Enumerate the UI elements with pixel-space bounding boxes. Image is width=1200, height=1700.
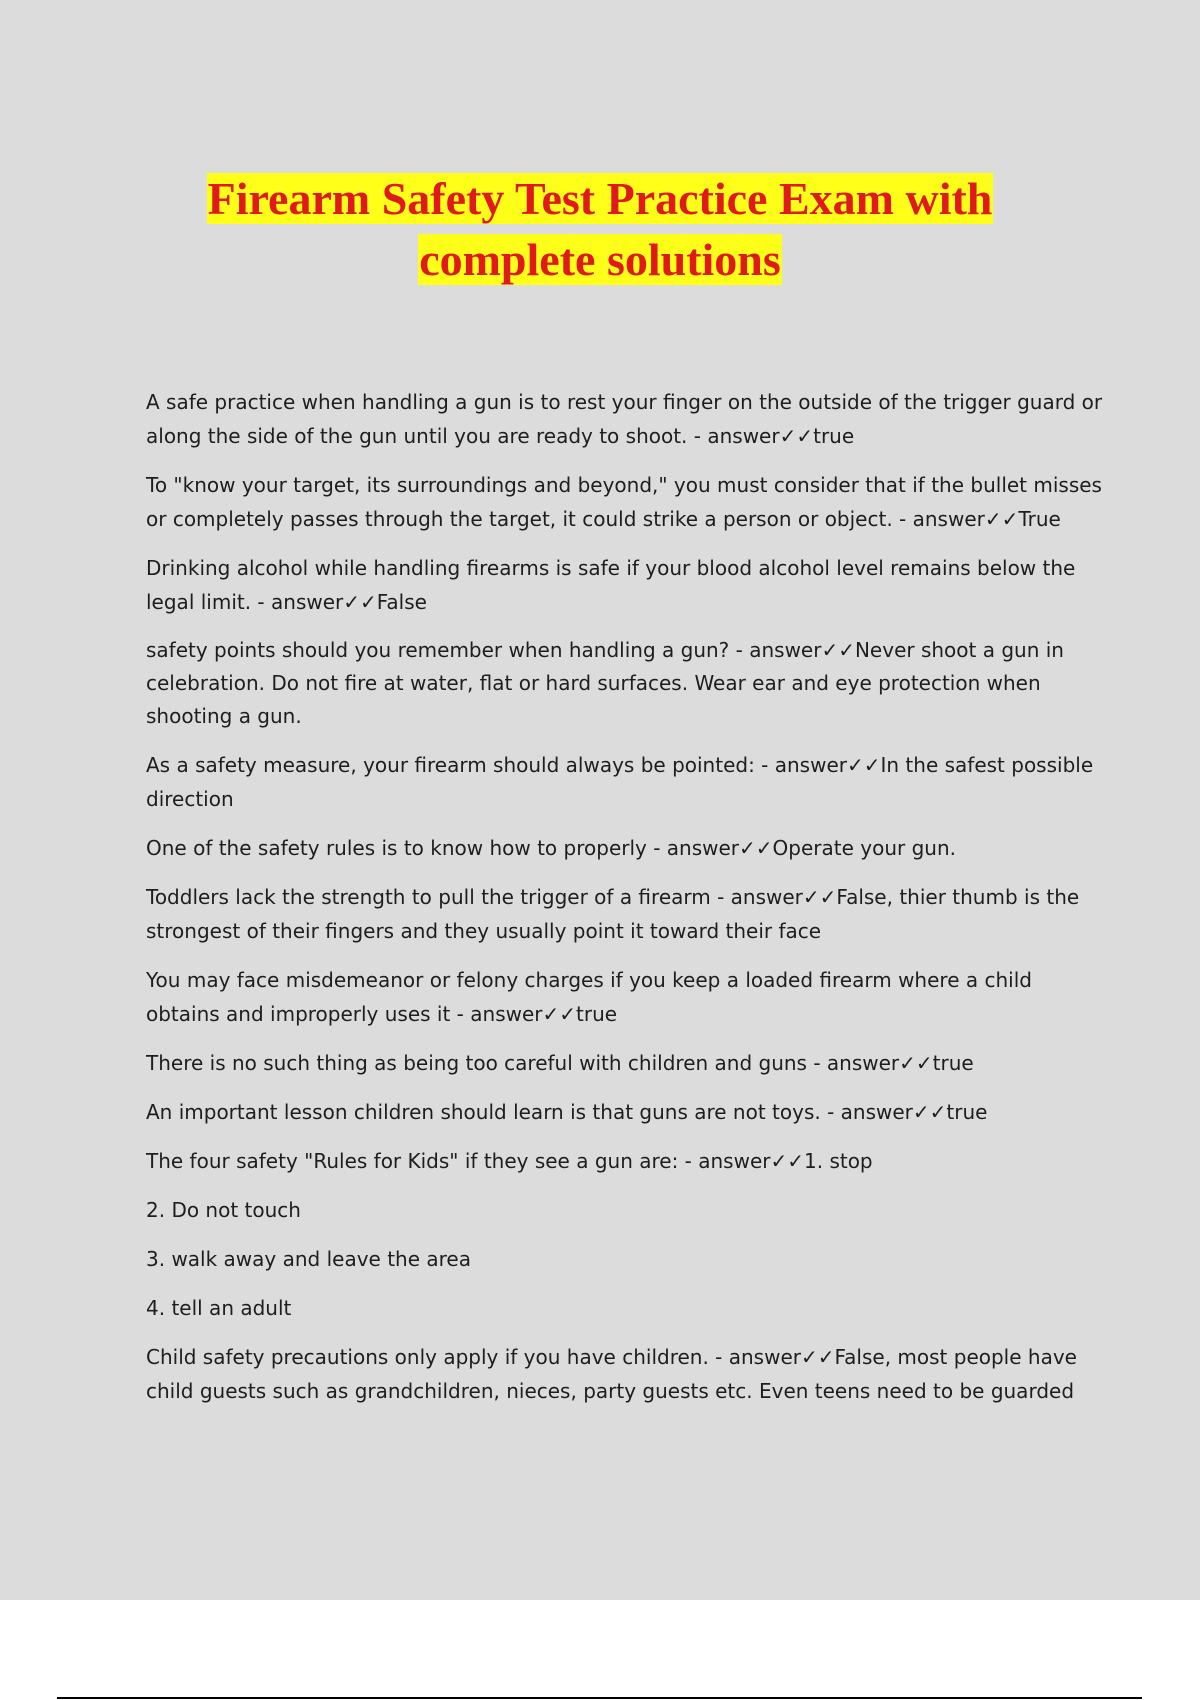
title-line-2: complete solutions xyxy=(419,234,781,285)
qa-5-line-1: As a safety measure, your firearm should always be pointed: - answer✓✓In the safest possible xyxy=(146,753,1094,777)
qa-item-11 xyxy=(146,1144,1096,1178)
qa-10-line-1: An important lesson children should learn is that guns are not toys. - answer✓✓true xyxy=(146,1100,988,1124)
title-line-1: Firearm Safety Test Practice Exam with xyxy=(207,173,993,224)
qa-14-line-1: 4. tell an adult xyxy=(146,1296,292,1320)
qa-item-3 xyxy=(146,551,1096,619)
qa-15-line-2: child guests such as grandchildren, nieces, party guests etc. Even teens need to be guarded xyxy=(146,1379,1075,1403)
qa-7-line-2: strongest of their fingers and they usually point it toward their face xyxy=(146,919,822,943)
qa-item-9 xyxy=(146,1046,1096,1080)
qa-item-12 xyxy=(146,1193,1096,1227)
qa-4-line-1: safety points should you remember when handling a gun? - answer✓✓Never shoot a gun in xyxy=(146,638,1064,662)
qa-item-4 xyxy=(146,634,1096,733)
qa-1-line-1: A safe practice when handling a gun is to rest your finger on the outside of the trigger guard or xyxy=(146,390,1103,414)
qa-8-line-1: You may face misdemeanor or felony charges if you keep a loaded firearm where a child xyxy=(146,968,1032,992)
qa-item-8 xyxy=(146,963,1096,1031)
qa-item-15 xyxy=(146,1340,1096,1408)
qa-item-7 xyxy=(146,880,1096,948)
qa-item-10 xyxy=(146,1095,1096,1129)
page-bottom-rule xyxy=(57,1697,1142,1699)
qa-5-line-2: direction xyxy=(146,787,234,811)
document-title xyxy=(0,168,1200,290)
qa-11-line-1: The four safety "Rules for Kids" if they see a gun are: - answer✓✓1. stop xyxy=(146,1149,873,1173)
qa-8-line-2: obtains and improperly uses it - answer✓✓true xyxy=(146,1002,618,1026)
qa-item-1 xyxy=(146,385,1103,453)
qa-item-13 xyxy=(146,1242,1096,1276)
qa-4-line-2: celebration. Do not fire at water, flat or hard surfaces. Wear ear and eye protection when xyxy=(146,671,1041,695)
question-answer-list xyxy=(146,385,1103,1408)
qa-2-line-1: To "know your target, its surroundings and beyond," you must consider that if the bullet misses xyxy=(146,473,1102,497)
qa-3-line-2: legal limit. - answer✓✓False xyxy=(146,590,427,614)
qa-13-line-1: 3. walk away and leave the area xyxy=(146,1247,471,1271)
qa-3-line-1: Drinking alcohol while handling firearms is safe if your blood alcohol level remains below the xyxy=(146,556,1076,580)
qa-2-line-2: or completely passes through the target, it could strike a person or object. - answer✓✓True xyxy=(146,507,1061,531)
qa-7-line-1: Toddlers lack the strength to pull the trigger of a firearm - answer✓✓False, thier thumb is the xyxy=(146,885,1080,909)
qa-item-5 xyxy=(146,748,1096,816)
qa-1-line-2: along the side of the gun until you are ready to shoot. - answer✓✓true xyxy=(146,424,855,448)
qa-4-line-3: shooting a gun. xyxy=(146,704,302,728)
qa-item-6 xyxy=(146,831,1096,865)
qa-6-line-1: One of the safety rules is to know how to properly - answer✓✓Operate your gun. xyxy=(146,836,956,860)
qa-item-14 xyxy=(146,1291,1096,1325)
qa-12-line-1: 2. Do not touch xyxy=(146,1198,301,1222)
qa-9-line-1: There is no such thing as being too careful with children and guns - answer✓✓true xyxy=(146,1051,974,1075)
qa-15-line-1: Child safety precautions only apply if you have children. - answer✓✓False, most people have xyxy=(146,1345,1077,1369)
qa-item-2 xyxy=(146,468,1102,536)
